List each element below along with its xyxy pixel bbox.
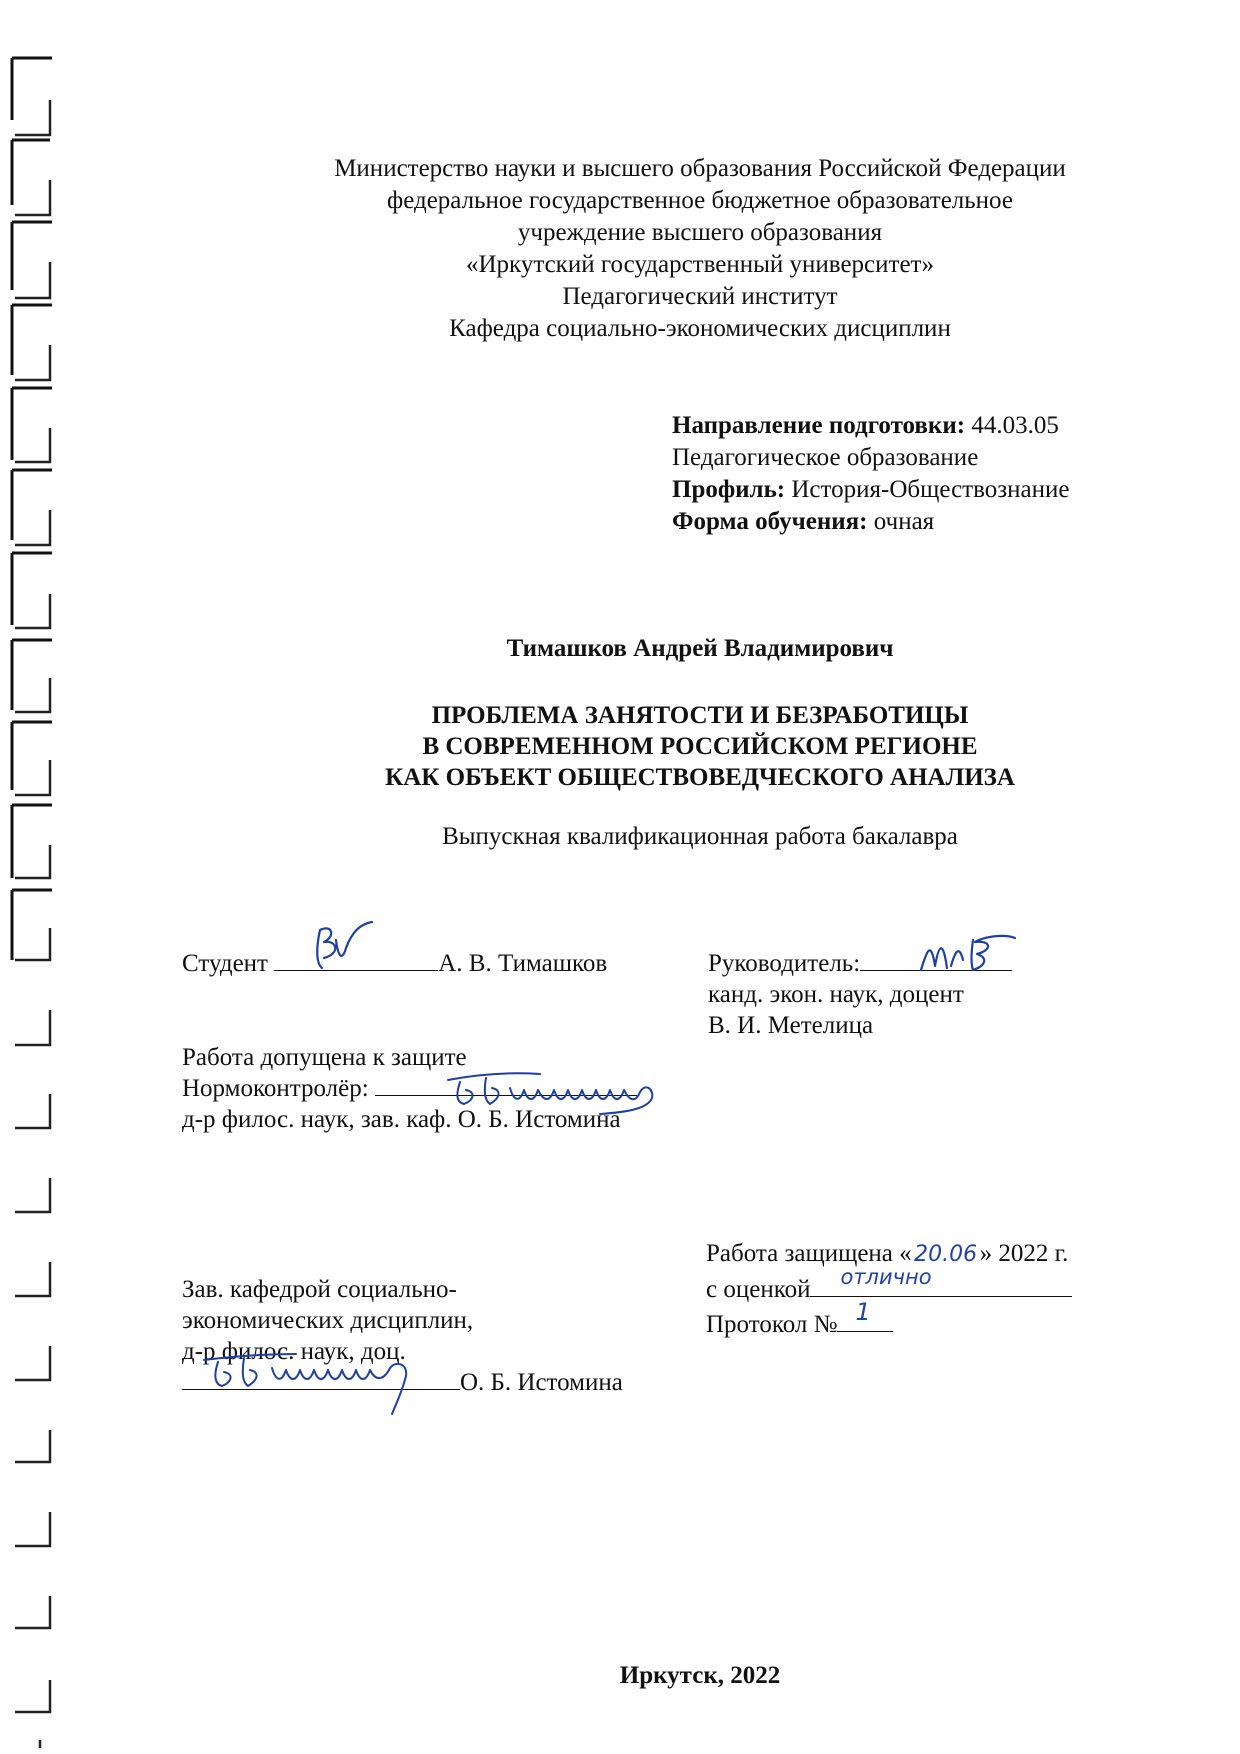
city-year: Иркутск, 2022 — [619, 1662, 781, 1689]
head-of-department-block — [182, 1274, 623, 1398]
student-signature-line — [274, 948, 438, 971]
head-signature-row — [182, 1367, 623, 1398]
head-title-line-3: д-р филос. наук, доц. — [182, 1338, 406, 1365]
study-form-line — [672, 506, 1069, 538]
supervisor-block — [708, 948, 1012, 1041]
supervisor-label: Руководитель: — [708, 950, 861, 977]
defense-protocol-line — [706, 1298, 1072, 1340]
profile-line — [672, 474, 1069, 506]
defense-grade-line — [706, 1265, 1072, 1305]
specialization-block — [672, 410, 1069, 538]
ministry-line: Министерство науки и высшего образования Российской Федерации — [334, 155, 1066, 182]
student-name: А. В. Тимашков — [438, 950, 608, 977]
supervisor-line — [708, 948, 1012, 979]
student-label: Студент — [182, 950, 275, 977]
binding-marks-graphic — [0, 0, 70, 1754]
norm-controller-signature-line — [375, 1073, 637, 1096]
head-name: О. Б. Истомина — [460, 1369, 623, 1396]
defense-protocol-label: Протокол № — [706, 1311, 838, 1338]
admission-text: Работа допущена к защите — [182, 1044, 467, 1071]
defense-grade-label: с оценкой — [706, 1276, 811, 1303]
title-line-1: ПРОБЛЕМА ЗАНЯТОСТИ И БЕЗРАБОТИЦЫ — [431, 702, 969, 729]
institution-type-line: учреждение высшего образования — [517, 219, 883, 246]
profile-label: Профиль: — [672, 476, 786, 503]
defense-protocol-blank — [837, 1298, 893, 1332]
study-form-value: очная — [867, 508, 935, 535]
defense-suffix: » 2022 г. — [979, 1240, 1069, 1267]
defense-grade: отлично — [840, 1265, 932, 1289]
norm-controller-line — [182, 1073, 637, 1104]
admission-block — [182, 1042, 637, 1135]
norm-controller-person: д-р филос. наук, зав. каф. О. Б. Истомина — [182, 1106, 621, 1133]
defense-prefix: Работа защищена « — [706, 1240, 912, 1267]
title-line-2: В СОВРЕМЕННОМ РОССИЙСКОМ РЕГИОНЕ — [422, 733, 978, 760]
fgbou-line: федеральное государственное бюджетное образовательное — [387, 187, 1013, 214]
head-title-line-2: экономических дисциплин, — [182, 1307, 474, 1334]
department-name: Кафедра социально-экономических дисциплин — [449, 315, 951, 342]
defense-date: 20.06 — [914, 1242, 978, 1267]
head-title-line-1: Зав. кафедрой социально- — [182, 1276, 457, 1303]
study-form-label: Форма обучения: — [672, 508, 868, 535]
defense-protocol-number: 1 — [855, 1298, 871, 1326]
profile-value: История-Обществознание — [785, 476, 1070, 503]
student-block — [182, 948, 607, 979]
defense-grade-blank — [810, 1265, 1072, 1297]
university-name: «Иркутский государственный университет» — [466, 251, 934, 278]
institution-header — [200, 153, 1200, 345]
title-line-3: КАК ОБЪЕКТ ОБЩЕСТВОВЕДЧЕСКОГО АНАЛИЗА — [385, 764, 1015, 791]
supervisor-degree: канд. экон. наук, доцент — [708, 981, 964, 1008]
author-name: Тимашков Андрей Владимирович — [506, 635, 894, 662]
thesis-title — [200, 700, 1200, 793]
head-signature-line — [182, 1367, 460, 1390]
direction-code: 44.03.05 — [965, 412, 1059, 439]
work-type: Выпускная квалификационная работа бакалавра — [442, 823, 958, 850]
direction-name: Педагогическое образование — [672, 444, 979, 471]
supervisor-name: В. И. Метелица — [708, 1012, 874, 1039]
institute-name: Педагогический институт — [562, 283, 838, 310]
direction-label: Направление подготовки: — [672, 412, 966, 439]
norm-controller-label: Нормоконтролёр: — [182, 1075, 375, 1102]
binding-marks — [0, 0, 70, 1754]
supervisor-signature-line — [860, 948, 1012, 971]
defense-block — [706, 1238, 1072, 1340]
direction-line — [672, 410, 1069, 442]
